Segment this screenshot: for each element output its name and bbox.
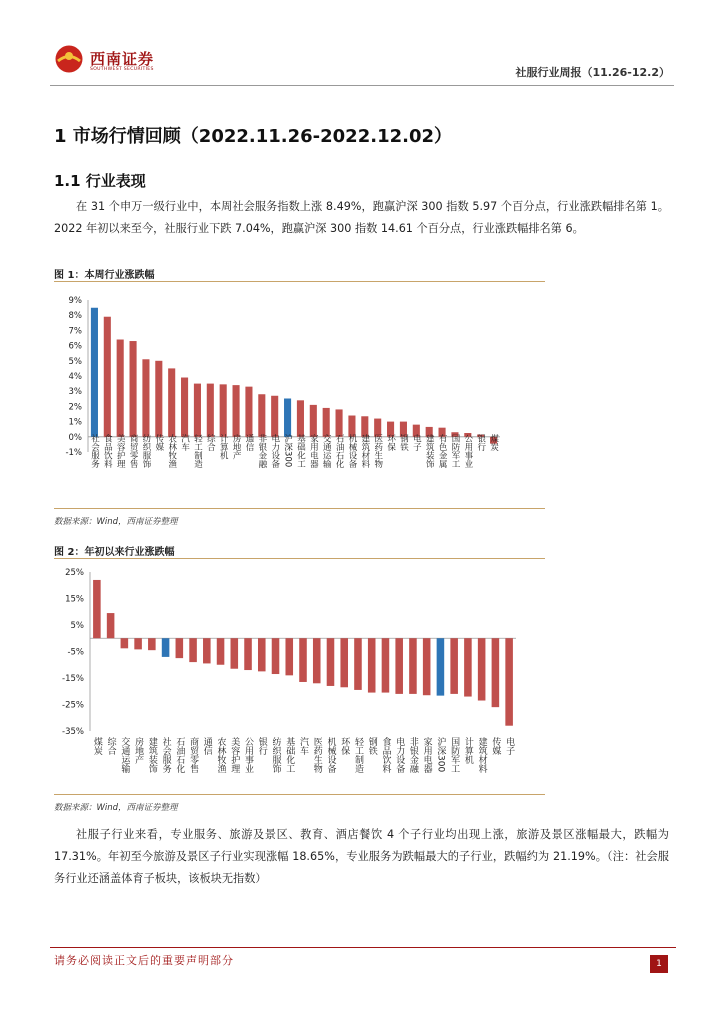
bar — [327, 638, 335, 686]
category-label: 有色金属 — [437, 434, 448, 468]
category-label: 电子 — [504, 737, 515, 755]
y-tick-label: 8% — [68, 311, 82, 322]
category-label: 计算机 — [218, 434, 229, 460]
bar — [285, 638, 293, 675]
bar — [464, 638, 472, 696]
header-divider — [50, 85, 674, 86]
bar — [194, 384, 201, 437]
category-label: 国防军工 — [449, 737, 460, 773]
bar — [130, 341, 137, 437]
category-label: 机械设备 — [325, 737, 336, 773]
footer-divider — [50, 947, 676, 948]
category-label: 沪深300 — [282, 434, 293, 468]
category-label: 煤炭 — [91, 737, 102, 755]
bar — [437, 638, 445, 695]
bar — [117, 340, 124, 437]
brand-name-en: SOUTHWEST SECURITIES — [90, 67, 154, 72]
figure2-title: 图 2：年初以来行业涨跌幅 — [54, 547, 175, 558]
bar — [220, 384, 227, 436]
bar — [492, 638, 500, 707]
category-label: 石油石化 — [174, 737, 185, 773]
bar — [409, 638, 417, 694]
bar — [91, 308, 98, 437]
bar — [245, 387, 252, 437]
y-tick-label: -35% — [62, 727, 84, 737]
figure2-top-rule — [54, 558, 545, 559]
category-label: 环保 — [339, 737, 350, 755]
category-label: 纺织服饰 — [270, 737, 281, 773]
category-label: 传媒 — [490, 737, 501, 755]
paragraph-intro: 在 31 个申万一级行业中，本周社会服务指数上涨 8.49%，跑赢沪深 300 指数 5.97 个百分点，行业涨跌幅排名第 1。2022 年初以来至今，社服行业下跌 7.04%，跑赢沪深 300 指数 14.61 个百分点，行业涨跌幅排名第 6。 — [54, 200, 669, 235]
company-logo — [54, 44, 84, 74]
bar — [93, 580, 101, 638]
bar — [181, 378, 188, 437]
bar — [203, 638, 211, 663]
category-label: 综合 — [105, 737, 116, 755]
category-label: 社会服务 — [89, 434, 100, 468]
category-label: 非银金融 — [256, 434, 267, 468]
y-tick-label: -25% — [62, 700, 84, 711]
y-tick-label: 9% — [68, 296, 82, 306]
category-label: 美容护理 — [115, 434, 126, 468]
y-tick-label: 1% — [68, 417, 82, 428]
category-label: 电力设备 — [394, 737, 405, 773]
category-label: 房地产 — [231, 434, 242, 460]
bar — [258, 394, 265, 437]
bar — [423, 638, 431, 695]
category-label: 汽车 — [298, 737, 308, 755]
category-label: 环保 — [385, 434, 396, 451]
category-label: 家用电器 — [308, 434, 319, 468]
category-label: 沪深300 — [435, 737, 446, 773]
bar — [168, 368, 175, 436]
y-tick-label: 6% — [68, 341, 82, 352]
bar — [336, 409, 343, 436]
bar — [189, 638, 197, 662]
category-label: 机械设备 — [346, 434, 357, 468]
category-label: 通信 — [243, 434, 254, 451]
figure1-source: 数据来源：Wind，西南证券整理 — [54, 517, 178, 527]
bar — [395, 638, 403, 694]
weekly-industry-chart — [54, 284, 545, 506]
category-label: 公用事业 — [243, 737, 254, 773]
category-label: 电力设备 — [269, 434, 280, 468]
y-tick-label: 2% — [68, 402, 82, 413]
category-label: 石油石化 — [334, 434, 345, 468]
bar — [272, 638, 280, 674]
figure1-bottom-rule — [54, 508, 545, 509]
category-label: 农林牧渔 — [215, 737, 226, 773]
category-label: 食品饮料 — [380, 737, 391, 773]
category-label: 传媒 — [153, 434, 164, 451]
category-label: 食品饮料 — [102, 434, 113, 468]
category-label: 非银金融 — [407, 737, 418, 773]
y-tick-label: 5% — [70, 621, 84, 631]
y-tick-label: -1% — [65, 448, 82, 458]
category-label: 医药生物 — [311, 737, 322, 773]
category-label: 轻工制造 — [192, 434, 203, 468]
bar — [258, 638, 266, 671]
category-label: 国防军工 — [449, 434, 460, 468]
category-label: 综合 — [205, 434, 216, 451]
category-label: 建筑装饰 — [146, 737, 157, 773]
report-title: 社服行业周报（11.26-12.2） — [515, 66, 670, 79]
category-label: 基础化工 — [284, 737, 295, 773]
footer-disclaimer: 请务必阅读正文后的重要声明部分 — [54, 954, 234, 967]
bar — [310, 405, 317, 437]
category-label: 煤炭 — [488, 434, 499, 451]
figure2-source: 数据来源：Wind，西南证券整理 — [54, 803, 178, 813]
category-label: 汽车 — [179, 434, 190, 451]
bar — [134, 638, 142, 649]
y-tick-label: 5% — [68, 356, 82, 367]
category-label: 建筑装饰 — [424, 434, 435, 468]
bar — [340, 638, 348, 687]
category-label: 医药生物 — [372, 434, 383, 468]
figure2-bottom-rule — [54, 794, 545, 795]
bar — [323, 408, 330, 437]
category-label: 公用事业 — [462, 434, 473, 468]
category-label: 基础化工 — [295, 434, 306, 468]
y-tick-label: 3% — [68, 387, 82, 398]
page-number: 1 — [650, 955, 668, 973]
category-label: 通信 — [201, 737, 212, 755]
bar — [313, 638, 321, 683]
ytd-industry-chart — [54, 561, 545, 791]
section-heading: 1 市场行情回顾（2022.11.26-2022.12.02） — [54, 126, 453, 147]
bar — [368, 638, 376, 692]
bar — [231, 638, 239, 668]
paragraph-subindustry: 社服子行业来看，专业服务、旅游及景区、教育、酒店餐饮 4 个子行业均出现上涨，旅游及景区涨幅最大，跌幅为 17.31%。年初至今旅游及景区子行业实现涨幅 18.65%，专业服务为跌幅最大的子行业，跌幅约为 21.19%。（注：社会服务行业还涵盖体育子板块，该板块无指数） — [54, 828, 669, 885]
category-label: 建筑材料 — [359, 434, 370, 468]
figure1-top-rule — [54, 281, 545, 282]
bar — [244, 638, 252, 670]
category-label: 建筑材料 — [476, 737, 487, 773]
y-tick-label: -5% — [67, 647, 84, 658]
y-tick-label: 15% — [65, 594, 84, 605]
category-label: 房地产 — [133, 737, 144, 764]
y-tick-label: 25% — [65, 568, 84, 578]
bar — [217, 638, 225, 665]
bar — [297, 400, 304, 436]
category-label: 美容护理 — [229, 737, 240, 773]
category-label: 商贸零售 — [128, 434, 139, 468]
category-label: 商贸零售 — [188, 737, 199, 773]
bar — [176, 638, 184, 658]
category-label: 社会服务 — [160, 737, 171, 773]
bar — [155, 361, 162, 437]
category-label: 纺织服饰 — [140, 434, 151, 468]
category-label: 钢铁 — [366, 737, 377, 755]
bar — [284, 398, 291, 436]
bar — [207, 384, 214, 437]
category-label: 银行 — [475, 434, 486, 451]
bar — [478, 638, 486, 700]
category-label: 轻工制造 — [352, 737, 363, 773]
bar — [271, 396, 278, 437]
category-label: 银行 — [256, 737, 267, 755]
brand-name: 西南证券 — [90, 50, 155, 68]
figure1-title: 图 1：本周行业涨跌幅 — [54, 270, 155, 281]
bar — [162, 638, 170, 657]
bar — [450, 638, 458, 694]
bar — [148, 638, 156, 650]
category-label: 电子 — [411, 434, 422, 451]
category-label: 计算机 — [462, 737, 473, 764]
category-label: 钢铁 — [398, 434, 409, 451]
bar — [299, 638, 307, 682]
bar — [354, 638, 362, 690]
subsection-heading: 1.1 行业表现 — [54, 172, 146, 190]
bar — [233, 385, 240, 437]
bar — [382, 638, 390, 692]
category-label: 农林牧渔 — [166, 434, 177, 468]
y-tick-label: 0% — [68, 432, 82, 443]
bar — [121, 638, 129, 648]
category-label: 交通运输 — [321, 434, 332, 468]
bar — [142, 359, 149, 437]
y-tick-label: 4% — [68, 372, 82, 382]
category-label: 家用电器 — [421, 737, 432, 773]
y-tick-label: 7% — [68, 326, 82, 337]
bar — [104, 317, 111, 437]
y-tick-label: -15% — [62, 674, 84, 684]
bar — [505, 638, 513, 725]
bar — [107, 613, 115, 638]
category-label: 交通运输 — [119, 737, 130, 773]
